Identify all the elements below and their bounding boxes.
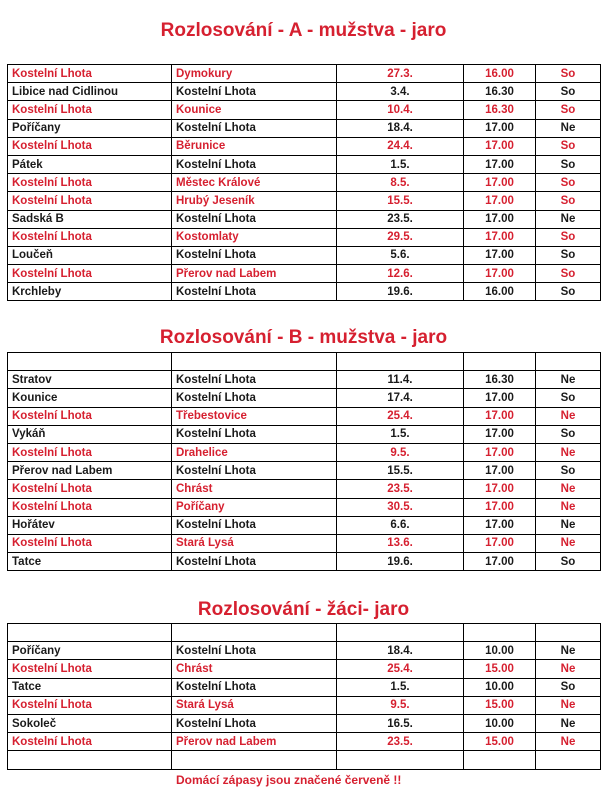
- team-away-cell: Kostelní Lhota: [172, 462, 337, 480]
- match-day-cell: Ne: [536, 119, 601, 137]
- team-home-cell: Sadská B: [8, 210, 172, 228]
- team-home-cell: Kostelní Lhota: [8, 265, 172, 283]
- team-away-cell: Kostelní Lhota: [172, 678, 337, 696]
- team-away-cell: Běrunice: [172, 137, 337, 155]
- match-time-cell: 10.00: [464, 642, 536, 660]
- match-row: [8, 642, 601, 660]
- match-day-cell: Ne: [536, 371, 601, 389]
- section-b-title: Rozlosování - B - mužstva - jaro: [159, 327, 448, 348]
- match-row: [8, 389, 601, 407]
- team-away-cell: Drahelice: [172, 443, 337, 461]
- match-date-cell: 30.5.: [337, 498, 464, 516]
- team-home-cell: Kounice: [8, 389, 172, 407]
- team-away-cell: Kostelní Lhota: [172, 210, 337, 228]
- match-day-cell: So: [536, 462, 601, 480]
- team-home-cell: Poříčany: [8, 642, 172, 660]
- team-home-cell: Hořátev: [8, 516, 172, 534]
- match-time-cell: 16.00: [464, 283, 536, 301]
- match-time-cell: 16.30: [464, 101, 536, 119]
- team-away-cell: Kostelní Lhota: [172, 119, 337, 137]
- match-row: [8, 534, 601, 552]
- match-row: [8, 660, 601, 678]
- team-away-cell: Kostelní Lhota: [172, 246, 337, 264]
- match-day-cell: So: [536, 101, 601, 119]
- match-date-cell: 25.4.: [337, 660, 464, 678]
- team-away-cell: Kostelní Lhota: [172, 553, 337, 571]
- match-day-cell: So: [536, 137, 601, 155]
- match-date-cell: 25.4.: [337, 407, 464, 425]
- match-time-cell: 17.00: [464, 498, 536, 516]
- section-zaci-title: Rozlosování - žáci- jaro: [197, 599, 410, 620]
- match-date-cell: 10.4.: [337, 101, 464, 119]
- match-row: [8, 498, 601, 516]
- team-away-cell: Stará Lysá: [172, 696, 337, 714]
- team-home-cell: Stratov: [8, 371, 172, 389]
- team-home-cell: Přerov nad Labem: [8, 462, 172, 480]
- section-a-title: Rozlosování - A - mužstva - jaro: [160, 20, 447, 41]
- empty-cell: [8, 353, 172, 371]
- match-time-cell: 17.00: [464, 155, 536, 173]
- match-day-cell: So: [536, 389, 601, 407]
- empty-row: [8, 751, 601, 769]
- match-time-cell: 17.00: [464, 407, 536, 425]
- team-away-cell: Chrást: [172, 480, 337, 498]
- match-date-cell: 16.5.: [337, 714, 464, 732]
- schedule-table-a: [7, 64, 601, 301]
- team-away-cell: Kostelní Lhota: [172, 714, 337, 732]
- match-day-cell: So: [536, 174, 601, 192]
- match-date-cell: 9.5.: [337, 696, 464, 714]
- match-time-cell: 17.00: [464, 443, 536, 461]
- match-date-cell: 13.6.: [337, 534, 464, 552]
- match-date-cell: 15.5.: [337, 192, 464, 210]
- match-day-cell: So: [536, 553, 601, 571]
- team-away-cell: Kostelní Lhota: [172, 155, 337, 173]
- match-day-cell: So: [536, 155, 601, 173]
- match-day-cell: So: [536, 678, 601, 696]
- match-day-cell: Ne: [536, 733, 601, 751]
- match-day-cell: Ne: [536, 443, 601, 461]
- empty-cell: [172, 751, 337, 769]
- match-date-cell: 1.5.: [337, 425, 464, 443]
- match-row: [8, 407, 601, 425]
- match-row: [8, 443, 601, 461]
- match-row: [8, 371, 601, 389]
- team-away-cell: Stará Lysá: [172, 534, 337, 552]
- match-time-cell: 17.00: [464, 480, 536, 498]
- match-day-cell: Ne: [536, 714, 601, 732]
- team-home-cell: Kostelní Lhota: [8, 534, 172, 552]
- match-row: [8, 516, 601, 534]
- match-time-cell: 16.00: [464, 65, 536, 83]
- team-home-cell: Kostelní Lhota: [8, 498, 172, 516]
- match-time-cell: 17.00: [464, 425, 536, 443]
- match-row: [8, 553, 601, 571]
- match-row: [8, 228, 601, 246]
- match-row: [8, 265, 601, 283]
- match-day-cell: So: [536, 425, 601, 443]
- match-time-cell: 10.00: [464, 714, 536, 732]
- team-home-cell: Kostelní Lhota: [8, 192, 172, 210]
- match-date-cell: 8.5.: [337, 174, 464, 192]
- match-time-cell: 17.00: [464, 462, 536, 480]
- match-day-cell: So: [536, 265, 601, 283]
- match-date-cell: 15.5.: [337, 462, 464, 480]
- match-date-cell: 27.3.: [337, 65, 464, 83]
- match-day-cell: So: [536, 228, 601, 246]
- team-home-cell: Tatce: [8, 553, 172, 571]
- team-home-cell: Vykáň: [8, 425, 172, 443]
- match-time-cell: 10.00: [464, 678, 536, 696]
- match-row: [8, 192, 601, 210]
- empty-cell: [464, 353, 536, 371]
- match-time-cell: 16.30: [464, 83, 536, 101]
- match-time-cell: 17.00: [464, 137, 536, 155]
- team-home-cell: Kostelní Lhota: [8, 443, 172, 461]
- team-away-cell: Poříčany: [172, 498, 337, 516]
- match-row: [8, 714, 601, 732]
- match-date-cell: 5.6.: [337, 246, 464, 264]
- team-away-cell: Kostelní Lhota: [172, 371, 337, 389]
- team-away-cell: Dymokury: [172, 65, 337, 83]
- team-home-cell: Kostelní Lhota: [8, 660, 172, 678]
- match-day-cell: Ne: [536, 660, 601, 678]
- empty-cell: [337, 751, 464, 769]
- match-time-cell: 15.00: [464, 660, 536, 678]
- team-home-cell: Kostelní Lhota: [8, 137, 172, 155]
- team-home-cell: Poříčany: [8, 119, 172, 137]
- match-row: [8, 137, 601, 155]
- match-day-cell: So: [536, 65, 601, 83]
- match-row: [8, 283, 601, 301]
- match-date-cell: 23.5.: [337, 480, 464, 498]
- team-home-cell: Tatce: [8, 678, 172, 696]
- team-away-cell: Kostelní Lhota: [172, 83, 337, 101]
- schedule-table-b: [7, 352, 601, 571]
- team-away-cell: Kostelní Lhota: [172, 283, 337, 301]
- match-date-cell: 24.4.: [337, 137, 464, 155]
- team-away-cell: Městec Králové: [172, 174, 337, 192]
- match-date-cell: 19.6.: [337, 553, 464, 571]
- team-away-cell: Kounice: [172, 101, 337, 119]
- match-day-cell: Ne: [536, 210, 601, 228]
- match-time-cell: 16.30: [464, 371, 536, 389]
- empty-cell: [536, 353, 601, 371]
- match-time-cell: 17.00: [464, 210, 536, 228]
- team-away-cell: Kostelní Lhota: [172, 642, 337, 660]
- match-row: [8, 155, 601, 173]
- match-row: [8, 462, 601, 480]
- match-day-cell: Ne: [536, 516, 601, 534]
- match-row: [8, 480, 601, 498]
- match-row: [8, 174, 601, 192]
- match-row: [8, 101, 601, 119]
- empty-cell: [337, 624, 464, 642]
- match-day-cell: So: [536, 283, 601, 301]
- match-time-cell: 17.00: [464, 119, 536, 137]
- match-day-cell: Ne: [536, 534, 601, 552]
- match-date-cell: 23.5.: [337, 733, 464, 751]
- match-time-cell: 17.00: [464, 265, 536, 283]
- team-home-cell: Kostelní Lhota: [8, 65, 172, 83]
- match-time-cell: 17.00: [464, 174, 536, 192]
- team-home-cell: Loučeň: [8, 246, 172, 264]
- match-day-cell: So: [536, 192, 601, 210]
- match-row: [8, 425, 601, 443]
- match-date-cell: 9.5.: [337, 443, 464, 461]
- team-home-cell: Pátek: [8, 155, 172, 173]
- team-away-cell: Hrubý Jeseník: [172, 192, 337, 210]
- team-away-cell: Kostelní Lhota: [172, 389, 337, 407]
- team-away-cell: Kostelní Lhota: [172, 425, 337, 443]
- match-day-cell: Ne: [536, 642, 601, 660]
- match-date-cell: 17.4.: [337, 389, 464, 407]
- match-row: [8, 65, 601, 83]
- match-time-cell: 17.00: [464, 553, 536, 571]
- match-day-cell: Ne: [536, 498, 601, 516]
- match-date-cell: 18.4.: [337, 642, 464, 660]
- match-date-cell: 11.4.: [337, 371, 464, 389]
- match-date-cell: 1.5.: [337, 155, 464, 173]
- match-time-cell: 17.00: [464, 389, 536, 407]
- team-away-cell: Přerov nad Labem: [172, 265, 337, 283]
- team-home-cell: Kostelní Lhota: [8, 733, 172, 751]
- match-date-cell: 3.4.: [337, 83, 464, 101]
- home-matches-note: Domácí zápasy jsou značené červeně !!: [176, 773, 402, 787]
- empty-cell: [8, 751, 172, 769]
- match-day-cell: So: [536, 83, 601, 101]
- match-time-cell: 17.00: [464, 534, 536, 552]
- match-date-cell: 6.6.: [337, 516, 464, 534]
- team-home-cell: Kostelní Lhota: [8, 407, 172, 425]
- team-home-cell: Sokoleč: [8, 714, 172, 732]
- match-row: [8, 210, 601, 228]
- team-away-cell: Třebestovice: [172, 407, 337, 425]
- match-date-cell: 12.6.: [337, 265, 464, 283]
- match-row: [8, 696, 601, 714]
- empty-cell: [464, 751, 536, 769]
- match-time-cell: 17.00: [464, 516, 536, 534]
- team-home-cell: Kostelní Lhota: [8, 696, 172, 714]
- match-day-cell: Ne: [536, 696, 601, 714]
- team-home-cell: Kostelní Lhota: [8, 480, 172, 498]
- match-time-cell: 17.00: [464, 246, 536, 264]
- match-time-cell: 17.00: [464, 192, 536, 210]
- empty-cell: [536, 751, 601, 769]
- empty-cell: [536, 624, 601, 642]
- empty-cell: [464, 624, 536, 642]
- team-home-cell: Kostelní Lhota: [8, 101, 172, 119]
- match-day-cell: Ne: [536, 407, 601, 425]
- match-date-cell: 1.5.: [337, 678, 464, 696]
- match-row: [8, 733, 601, 751]
- team-away-cell: Kostomlaty: [172, 228, 337, 246]
- empty-cell: [172, 624, 337, 642]
- empty-row: [8, 624, 601, 642]
- schedule-table-zaci: [7, 623, 601, 770]
- match-row: [8, 119, 601, 137]
- match-date-cell: 23.5.: [337, 210, 464, 228]
- empty-cell: [8, 624, 172, 642]
- team-away-cell: Chrást: [172, 660, 337, 678]
- team-home-cell: Krchleby: [8, 283, 172, 301]
- empty-row: [8, 353, 601, 371]
- match-row: [8, 678, 601, 696]
- match-date-cell: 19.6.: [337, 283, 464, 301]
- empty-cell: [337, 353, 464, 371]
- match-day-cell: So: [536, 246, 601, 264]
- match-date-cell: 18.4.: [337, 119, 464, 137]
- team-home-cell: Kostelní Lhota: [8, 174, 172, 192]
- match-row: [8, 246, 601, 264]
- match-time-cell: 15.00: [464, 696, 536, 714]
- team-away-cell: Přerov nad Labem: [172, 733, 337, 751]
- match-date-cell: 29.5.: [337, 228, 464, 246]
- empty-cell: [172, 353, 337, 371]
- match-time-cell: 17.00: [464, 228, 536, 246]
- team-home-cell: Libice nad Cidlinou: [8, 83, 172, 101]
- match-row: [8, 83, 601, 101]
- match-day-cell: Ne: [536, 480, 601, 498]
- match-time-cell: 15.00: [464, 733, 536, 751]
- team-home-cell: Kostelní Lhota: [8, 228, 172, 246]
- team-away-cell: Kostelní Lhota: [172, 516, 337, 534]
